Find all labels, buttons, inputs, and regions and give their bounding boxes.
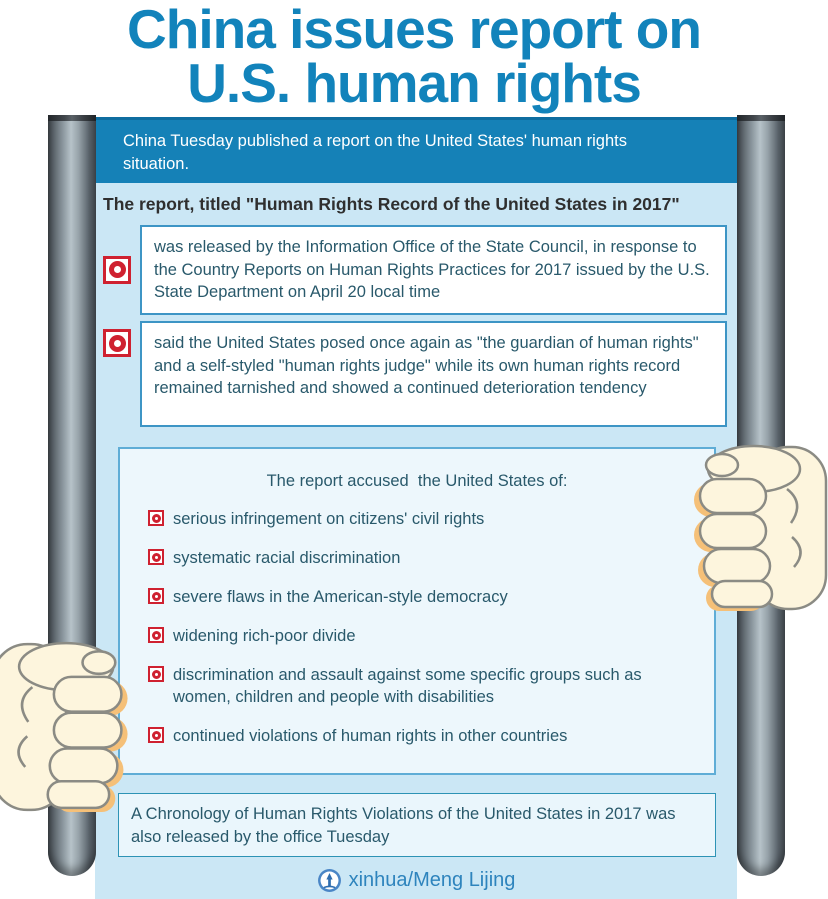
bullseye-icon xyxy=(148,549,164,565)
report-point-text: said the United States posed once again as "the guardian of human rights" and a self-styled "human rights judge" while its own human rights record remained tarnished and showed a continued deterioration tendency xyxy=(140,321,727,427)
accusations-box xyxy=(118,447,716,775)
list-item-text: serious infringement on citizens' civil rights xyxy=(173,510,485,528)
report-point xyxy=(103,321,727,427)
bullseye-icon xyxy=(103,256,131,284)
bullseye-icon xyxy=(148,727,164,743)
hand-gripping-bar-icon xyxy=(0,638,132,814)
bullseye-icon xyxy=(148,666,164,682)
chronology-box: A Chronology of Human Rights Violations of the United States in 2017 was also released by the office Tuesday xyxy=(118,793,716,857)
page-title xyxy=(0,0,828,114)
list-item xyxy=(148,586,696,608)
report-point-text: was released by the Information Office of the State Council, in response to the Country Reports on Human Rights Practices for 2017 issued by the U.S. State Department on April 20 local time xyxy=(140,225,727,315)
accusations-heading: The report accused the United States of: xyxy=(266,472,568,490)
credit-text: xinhua/Meng Lijing xyxy=(348,869,516,891)
bullseye-icon xyxy=(103,329,131,357)
list-item xyxy=(148,508,696,530)
list-item xyxy=(148,625,696,647)
report-point xyxy=(103,225,727,315)
list-item-text: severe flaws in the American-style democracy xyxy=(173,588,508,606)
bullseye-icon xyxy=(148,510,164,526)
xinhua-logo-icon xyxy=(317,868,342,893)
list-item-text: discrimination and assault against some specific groups such as women, children and people with disabilities xyxy=(173,666,642,706)
report-heading: The report, titled "Human Rights Record of the United States in 2017" xyxy=(103,194,680,214)
list-item-text: widening rich-poor divide xyxy=(173,627,356,645)
content-panel xyxy=(95,117,737,899)
credit-line xyxy=(95,868,737,893)
page-title-line2: U.S. human rights xyxy=(187,52,641,114)
hand-gripping-bar-icon xyxy=(692,441,828,613)
list-item xyxy=(148,547,696,569)
intro-banner: China Tuesday published a report on the United States' human rights situation. xyxy=(95,117,737,183)
list-item-text: systematic racial discrimination xyxy=(173,549,401,567)
bullseye-icon xyxy=(148,627,164,643)
list-item xyxy=(148,664,696,708)
page-title-line1: China issues report on xyxy=(127,0,701,60)
bullseye-icon xyxy=(148,588,164,604)
list-item-text: continued violations of human rights in other countries xyxy=(173,727,568,745)
list-item xyxy=(148,725,696,747)
